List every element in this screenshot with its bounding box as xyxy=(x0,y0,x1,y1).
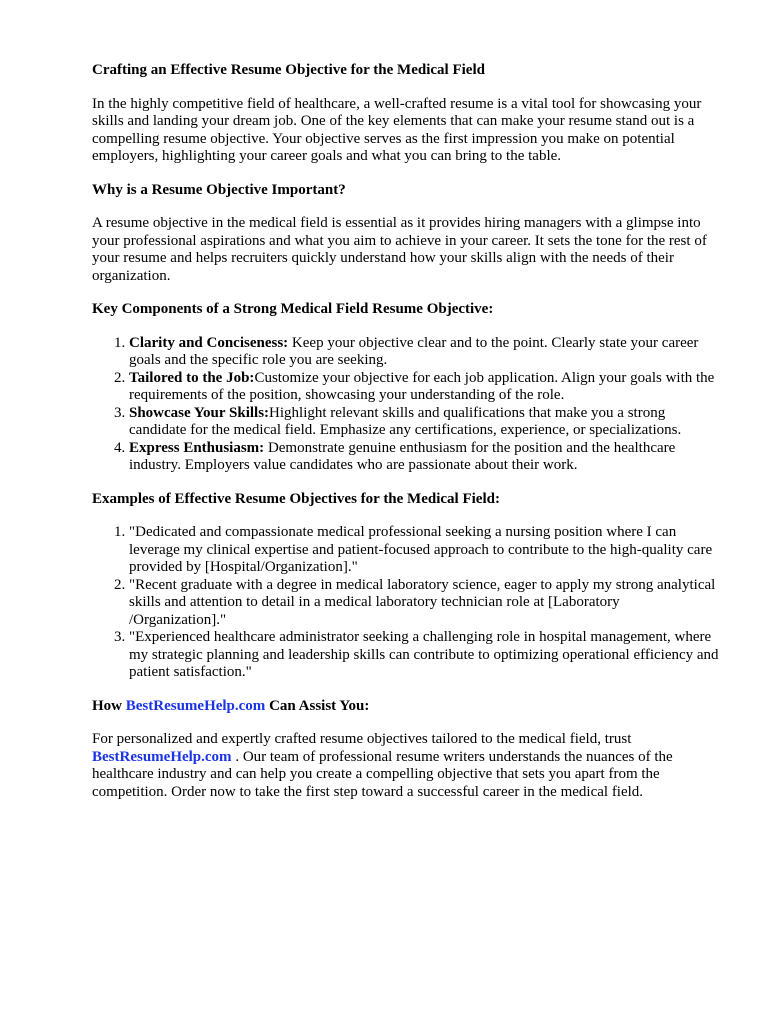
list-item-text: Customize your objective for each job application. Align your goals with the requirements of the position, showcasing your understanding of the role. xyxy=(129,369,715,403)
closing-suffix: . Our team of professional resume writers understands the nuances of the healthcare industry and can help you create a compelling objective that sets you apart from the competition. Order now to take the first step toward a successful career in the medical field. xyxy=(92,748,673,800)
list-item-term: Clarity and Conciseness: xyxy=(129,334,289,351)
list-item: 3. "Experienced healthcare administrator seeking a challenging role in hospital management, where my strategic planning and leadership skills can contribute to optimizing operational efficiency and patient satisfaction." xyxy=(129,629,720,682)
examples-list xyxy=(92,524,720,682)
how-heading-suffix: Can Assist You: xyxy=(265,697,370,714)
list-item: 2. "Recent graduate with a degree in medical laboratory science, eager to apply my strong analytical skills and attention to detail in a medical laboratory technician role at [Laboratory /Organization]." xyxy=(129,577,720,630)
closing-prefix: For personalized and expertly crafted resume objectives tailored to the medical field, trust xyxy=(92,731,632,747)
list-item xyxy=(129,405,720,440)
list-item-term: Showcase Your Skills: xyxy=(129,404,270,421)
list-item-term: Express Enthusiasm: xyxy=(129,439,265,456)
intro-paragraph: In the highly competitive field of healthcare, a well-crafted resume is a vital tool for showcasing your skills and landing your dream job. One of the key elements that can make your resume stand out is a compelling resume objective. Your objective serves as the first impression you make on potential employers, highlighting your career goals and what you can bring to the table. xyxy=(92,95,702,164)
list-item xyxy=(129,370,720,405)
list-item xyxy=(129,335,720,370)
list-item-term: Tailored to the Job: xyxy=(129,369,255,386)
document-title: Crafting an Effective Resume Objective for the Medical Field xyxy=(92,62,485,78)
how-heading xyxy=(92,698,720,716)
list-item-text: Keep your objective clear and to the point. Clearly state your career goals and the specific role you are seeking. xyxy=(129,334,699,368)
key-components-list xyxy=(92,335,720,475)
why-heading: Why is a Resume Objective Important? xyxy=(92,181,346,198)
why-paragraph: A resume objective in the medical field is essential as it provides hiring managers with a glimpse into your professional aspirations and what you aim to achieve in your career. It sets the tone for the rest of your resume and helps recruiters quickly understand how your skills align with the needs of their organization. xyxy=(92,215,707,284)
how-heading-link[interactable]: BestResumeHelp.com xyxy=(125,697,266,714)
list-item-text: Demonstrate genuine enthusiasm for the position and the healthcare industry. Employers value candidates who are passionate about their work. xyxy=(129,439,676,473)
list-item: 1. "Dedicated and compassionate medical professional seeking a nursing position where I can leverage my clinical expertise and patient-focused approach to contribute to the high-quality care provided by [Hospital/Organization]." xyxy=(129,524,720,577)
how-heading-prefix: How xyxy=(92,697,126,714)
closing-link[interactable]: BestResumeHelp.com xyxy=(92,748,232,765)
list-item-text: Highlight relevant skills and qualifications that make you a strong candidate for the medical field. Emphasize any certifications, experience, or specializations. xyxy=(129,404,682,438)
list-item xyxy=(129,440,720,475)
closing-paragraph xyxy=(92,731,720,801)
examples-heading: Examples of Effective Resume Objectives for the Medical Field: xyxy=(92,490,500,507)
key-components-heading: Key Components of a Strong Medical Field Resume Objective: xyxy=(92,301,494,317)
